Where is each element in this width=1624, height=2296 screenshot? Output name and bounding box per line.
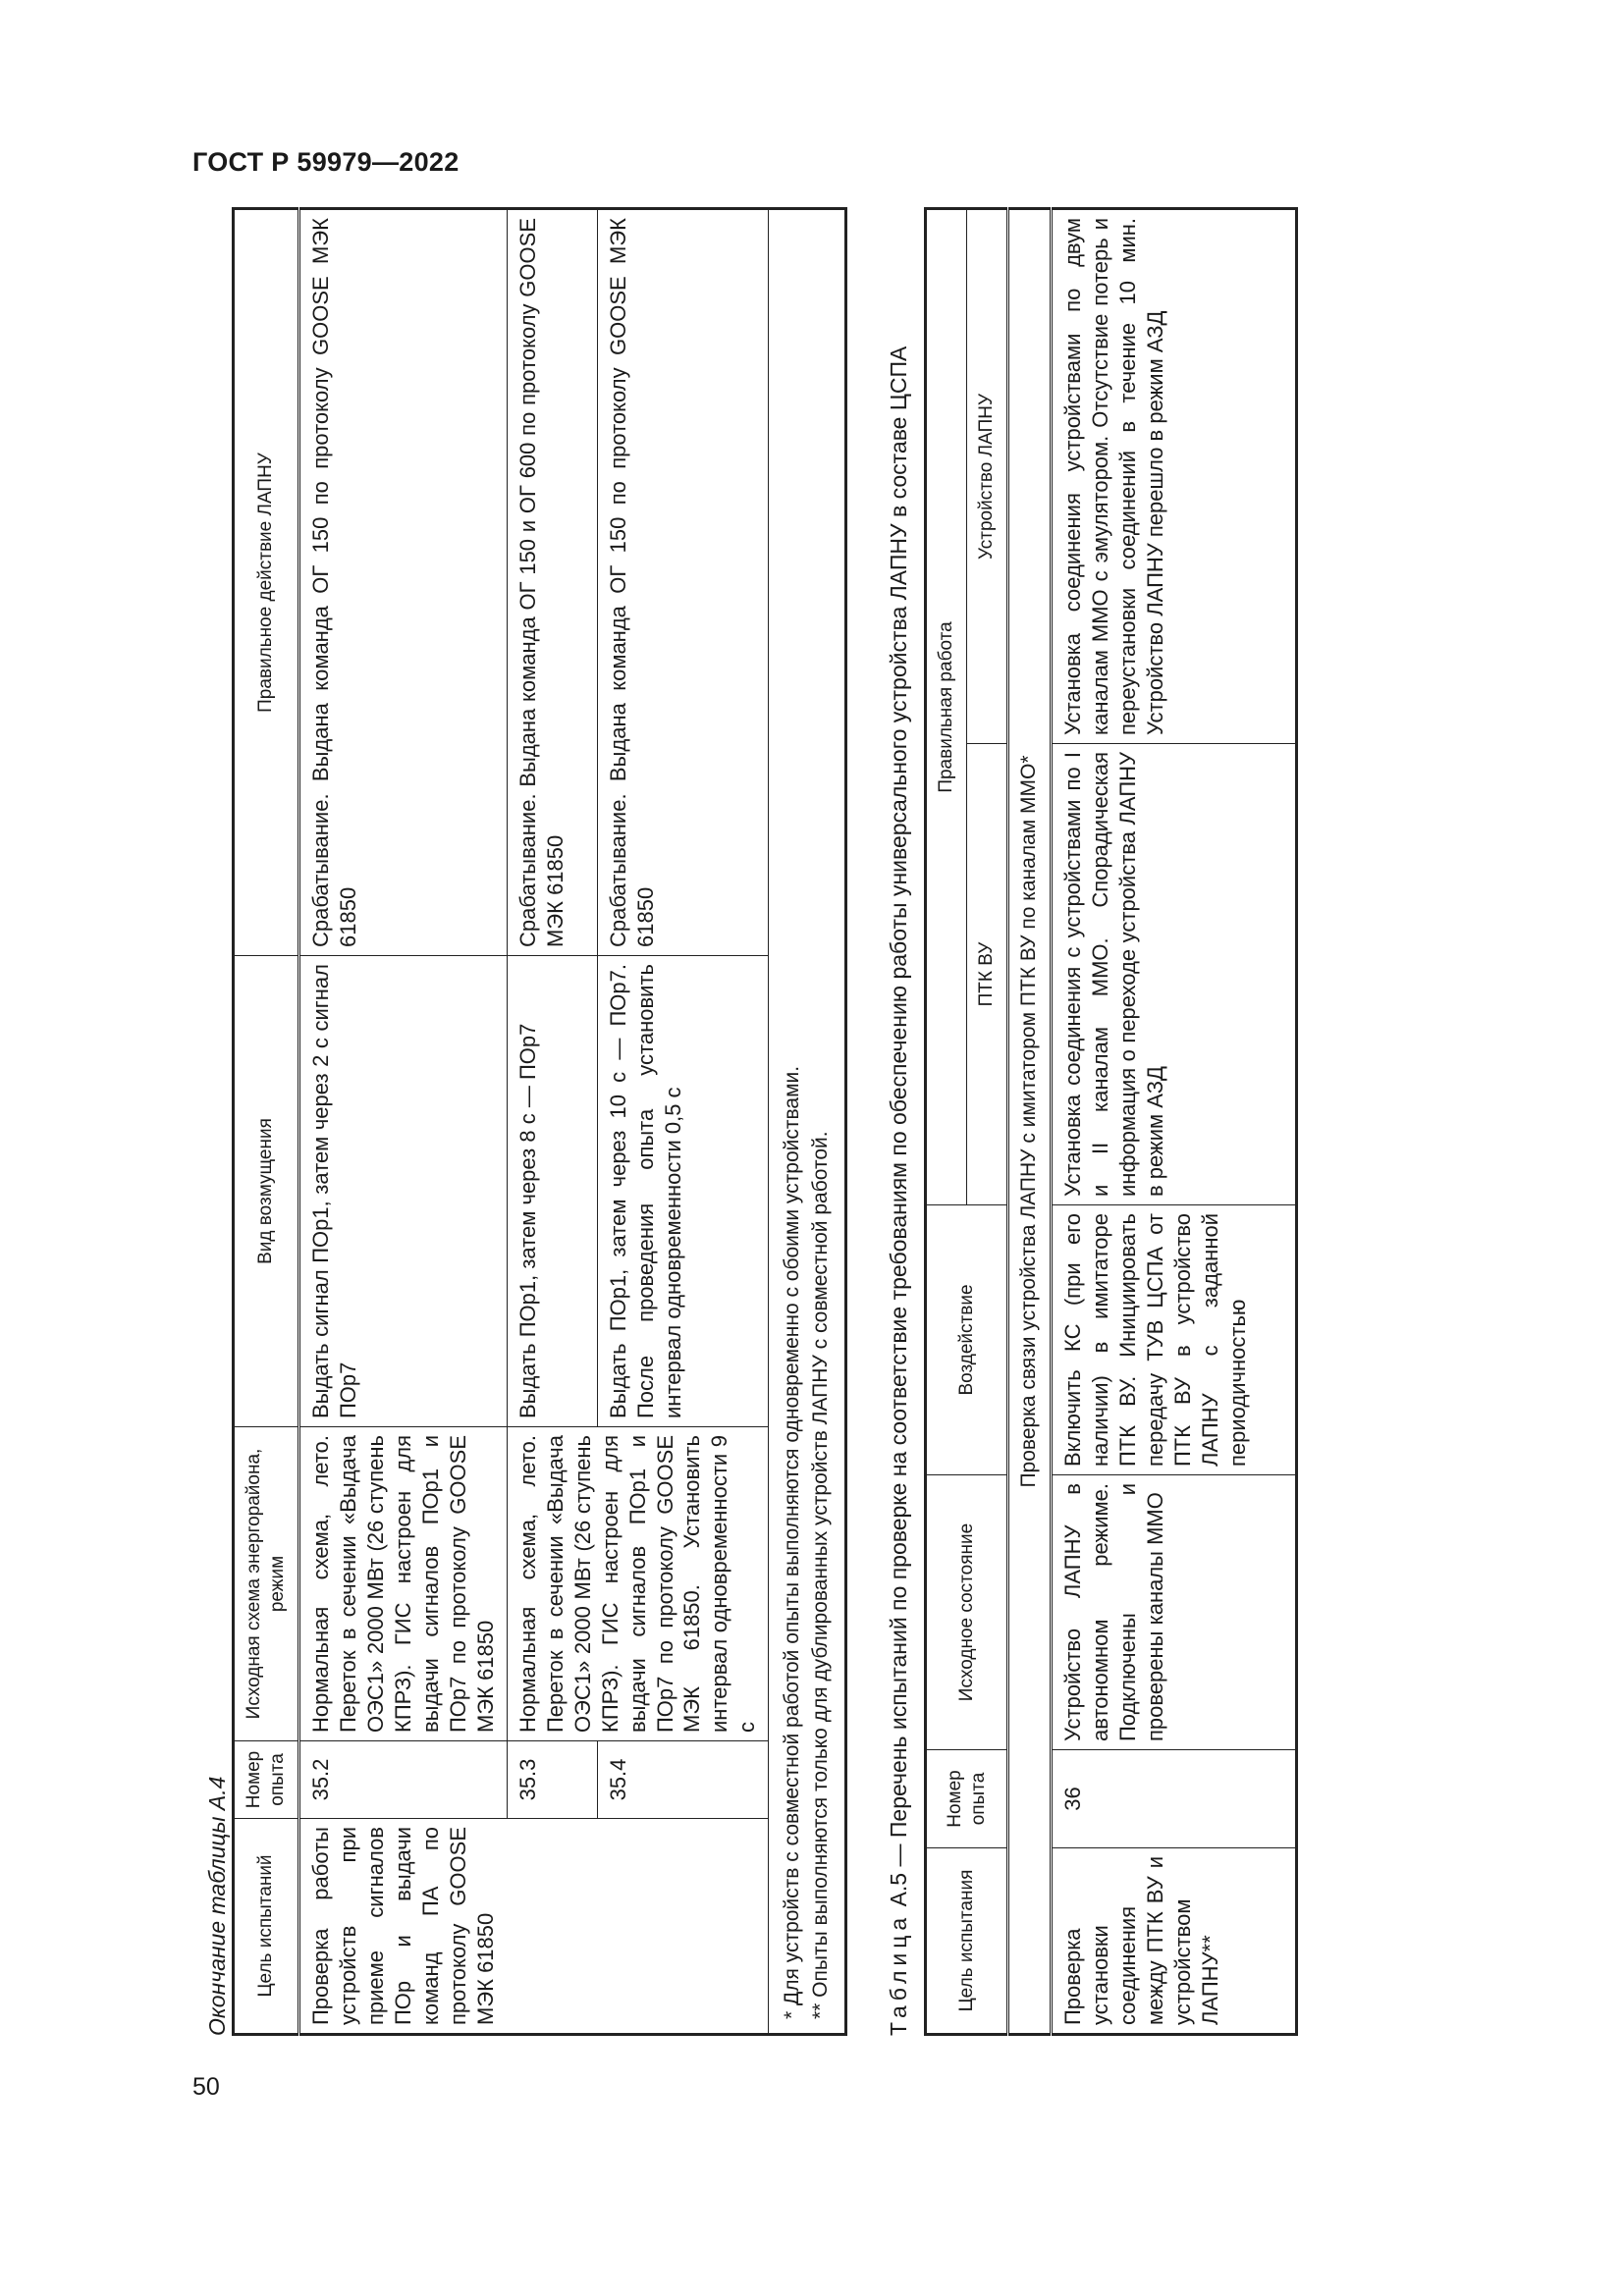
disturbance: Выдать сигнал ПОр1, затем через 2 с сигнал ПОр7: [299, 956, 508, 1427]
col-header-goal: Цель испытаний: [234, 1819, 299, 2035]
col-header-device: Устройство ЛАПНУ: [967, 209, 1008, 744]
col-header-action: Правильное действие ЛАПНУ: [234, 209, 299, 956]
section-title: Проверка связи устройства ЛАПНУ с имитатором ПТК ВУ по каналам ММО*: [1008, 209, 1052, 2035]
table-a4: [232, 207, 847, 2036]
table-header-row: [926, 209, 967, 2035]
col-header-initial: Исходное состояние: [926, 1475, 1008, 1750]
test-goal-cell: Проверка работы устройств при приеме сигналов ПОр и выдачи команд ПА по протоколу GOOSE МЭК 61850: [299, 1819, 769, 2035]
table-row: [299, 209, 508, 2035]
notes-row: [769, 209, 846, 2035]
table-a5: [924, 207, 1298, 2036]
action: Включить КС (при его наличии) в имитаторе ПТК ВУ. Инициировать передачу ТУВ ЦСПА от ПТК ВУ в устройство ЛАПНУ с заданной периодичностью: [1051, 1205, 1296, 1475]
col-header-ptk: ПТК ВУ: [967, 744, 1008, 1205]
col-header-disturbance: Вид возмущения: [234, 956, 299, 1427]
col-header-scheme: Исходная схема энергорайона, режим: [234, 1427, 299, 1741]
caption-text: А.5 — Перечень испытаний по проверке на соответствие требованиям по обеспечению работы универсального устройства ЛАПНУ в составе ЦСПА: [886, 346, 911, 1907]
document-header: ГОСТ Р 59979—2022: [192, 147, 460, 177]
col-header-num: Номер опыта: [234, 1741, 299, 1819]
device-correct: Установка соединения устройствами по двум каналам ММО с эмулятором. Отсутствие потерь и переустановки соединений в течение 10 мин. Устройство ЛАПНУ перешло в режим АЗД: [1051, 209, 1296, 744]
footnote-2: ** Опыты выполняются только для дублированных устройств ЛАПНУ с совместной работой.: [808, 1131, 832, 2019]
ptk-correct: Установка соединения с устройствами по I и II каналам ММО. Спорадическая информация о переходе устройства ЛАПНУ в режим АЗД: [1051, 744, 1296, 1205]
test-number: 35.3: [507, 1741, 598, 1819]
initial-state: Устройство ЛАПНУ в автономном режиме. Подключены и проверены каналы ММО: [1051, 1475, 1296, 1750]
correct-action: Срабатывание. Выдана команда ОГ 150 и ОГ 600 по протоколу GOOSE МЭК 61850: [507, 209, 598, 956]
test-number: 35.4: [598, 1741, 769, 1819]
test-number: 35.2: [299, 1741, 508, 1819]
disturbance: Выдать ПОр1, затем через 10 с — ПОр7. После проведения опыта установить интервал одновременности 0,5 с: [598, 956, 769, 1427]
test-goal-cell: Проверка установки соединения между ПТК ВУ и устройством ЛАПНУ**: [1051, 1848, 1296, 2035]
disturbance: Выдать ПОр1, затем через 8 с — ПОр7: [507, 956, 598, 1427]
table-a5-caption: [886, 210, 912, 2036]
col-header-goal: Цель испытания: [926, 1848, 1008, 2035]
footnote-1: * Для устройств с совместной работой опыты выполняются одновременно с обоими устройствами.: [781, 1065, 804, 2019]
table-continuation-caption: Окончание таблицы А.4: [204, 1776, 230, 2036]
table-row: [598, 209, 769, 2035]
correct-action: Срабатывание. Выдана команда ОГ 150 по протоколу GOOSE МЭК 61850: [299, 209, 508, 956]
rotated-landscape-content: [192, 177, 1346, 2061]
caption-prefix: Таблица: [886, 1912, 911, 2036]
table-header-row: [234, 209, 299, 2035]
correct-action: Срабатывание. Выдана команда ОГ 150 по протоколу GOOSE МЭК 61850: [598, 209, 769, 956]
initial-scheme: Нормальная схема, лето. Переток в сечении «Выдача ОЭС1» 2000 МВт (26 ступень КПРЗ). ГИС настроен для выдачи сигналов ПОр1 и ПОр7 по протоколу GOOSE МЭК 61850. Установить интервал одновременности 9 с: [507, 1427, 768, 1741]
table-row: [507, 209, 598, 2035]
col-header-correct: Правильная работа: [926, 209, 967, 1205]
table-row: [1051, 209, 1296, 2035]
test-number: 36: [1051, 1750, 1296, 1848]
initial-scheme: Нормальная схема, лето. Переток в сечении «Выдача ОЭС1» 2000 МВт (26 ступень КПРЗ). ГИС настроен для выдачи сигналов ПОр1 и ПОр7 по протоколу GOOSE МЭК 61850: [299, 1427, 508, 1741]
col-header-action: Воздействие: [926, 1205, 1008, 1475]
table-notes: [769, 209, 846, 2035]
col-header-num: Номер опыта: [926, 1750, 1008, 1848]
section-row: [1008, 209, 1052, 2035]
page-number: 50: [192, 2073, 220, 2101]
